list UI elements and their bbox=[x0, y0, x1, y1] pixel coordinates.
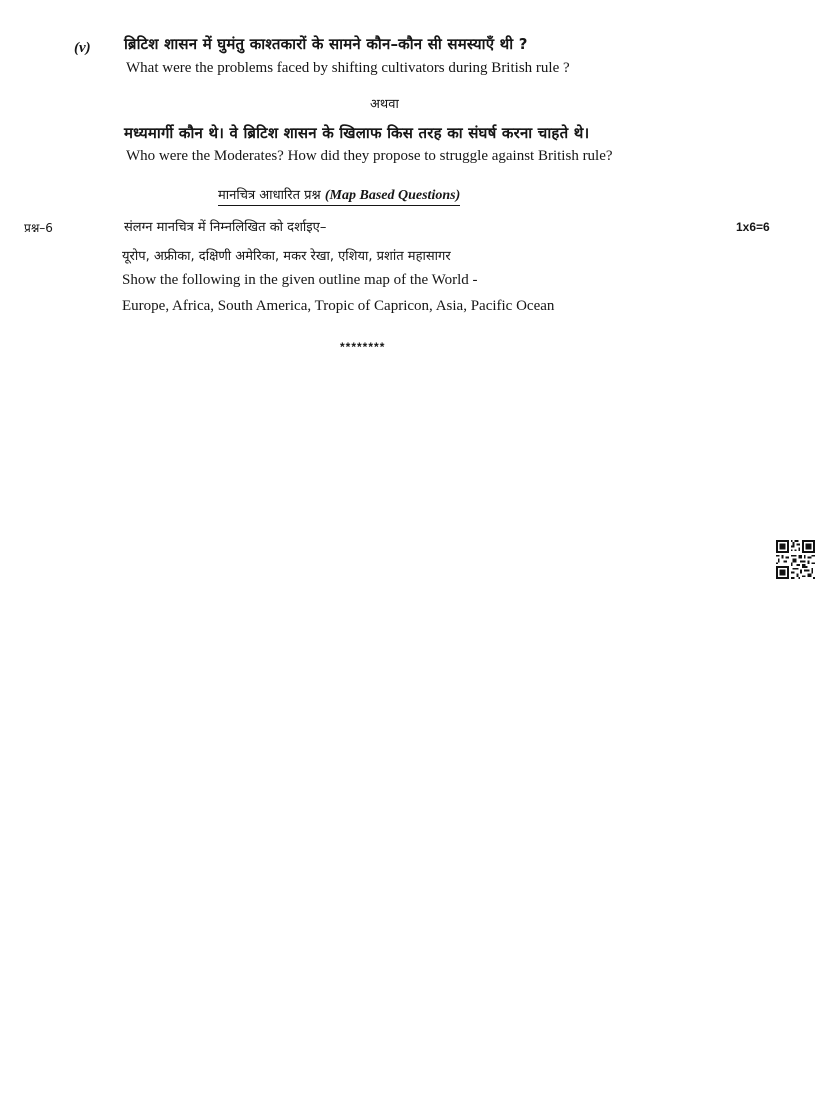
map-heading-hindi: मानचित्र आधारित प्रश्न bbox=[218, 188, 321, 203]
question-6-items-english: Europe, Africa, South America, Tropic of Capricon, Asia, Pacific Ocean bbox=[122, 298, 555, 314]
question-6-number: प्रश्न–6 bbox=[24, 221, 53, 235]
map-heading-english: (Map Based Questions) bbox=[324, 188, 461, 203]
map-section-heading bbox=[218, 185, 460, 206]
question-v-hindi: ब्रिटिश शासन में घुमंतु काश्तकारों के सामने कौन–कौन सी समस्याएँ थी ? bbox=[124, 35, 528, 53]
qr-code-icon bbox=[776, 540, 815, 579]
question-6-instruction-english: Show the following in the given outline map of the World - bbox=[122, 272, 478, 288]
or-label: अथवा bbox=[370, 97, 399, 112]
question-6-items-hindi: यूरोप, अफ्रीका, दक्षिणी अमेरिका, मकर रेखा, एशिया, प्रशांत महासागर bbox=[122, 249, 451, 264]
alternative-question-hindi: मध्यमार्गी कौन थे। वे ब्रिटिश शासन के खिलाफ किस तरह का संघर्ष करना चाहते थे। bbox=[124, 124, 590, 142]
end-of-paper-marker: ******** bbox=[340, 340, 386, 354]
question-6-instruction-hindi: संलग्न मानचित्र में निम्नलिखित को दर्शाइए– bbox=[124, 220, 327, 235]
question-6-marks: 1x6=6 bbox=[736, 220, 770, 234]
alternative-question-english: Who were the Moderates? How did they propose to struggle against British rule? bbox=[126, 148, 613, 164]
question-v-english: What were the problems faced by shifting cultivators during British rule ? bbox=[126, 60, 570, 76]
question-v-number: (v) bbox=[74, 40, 91, 56]
